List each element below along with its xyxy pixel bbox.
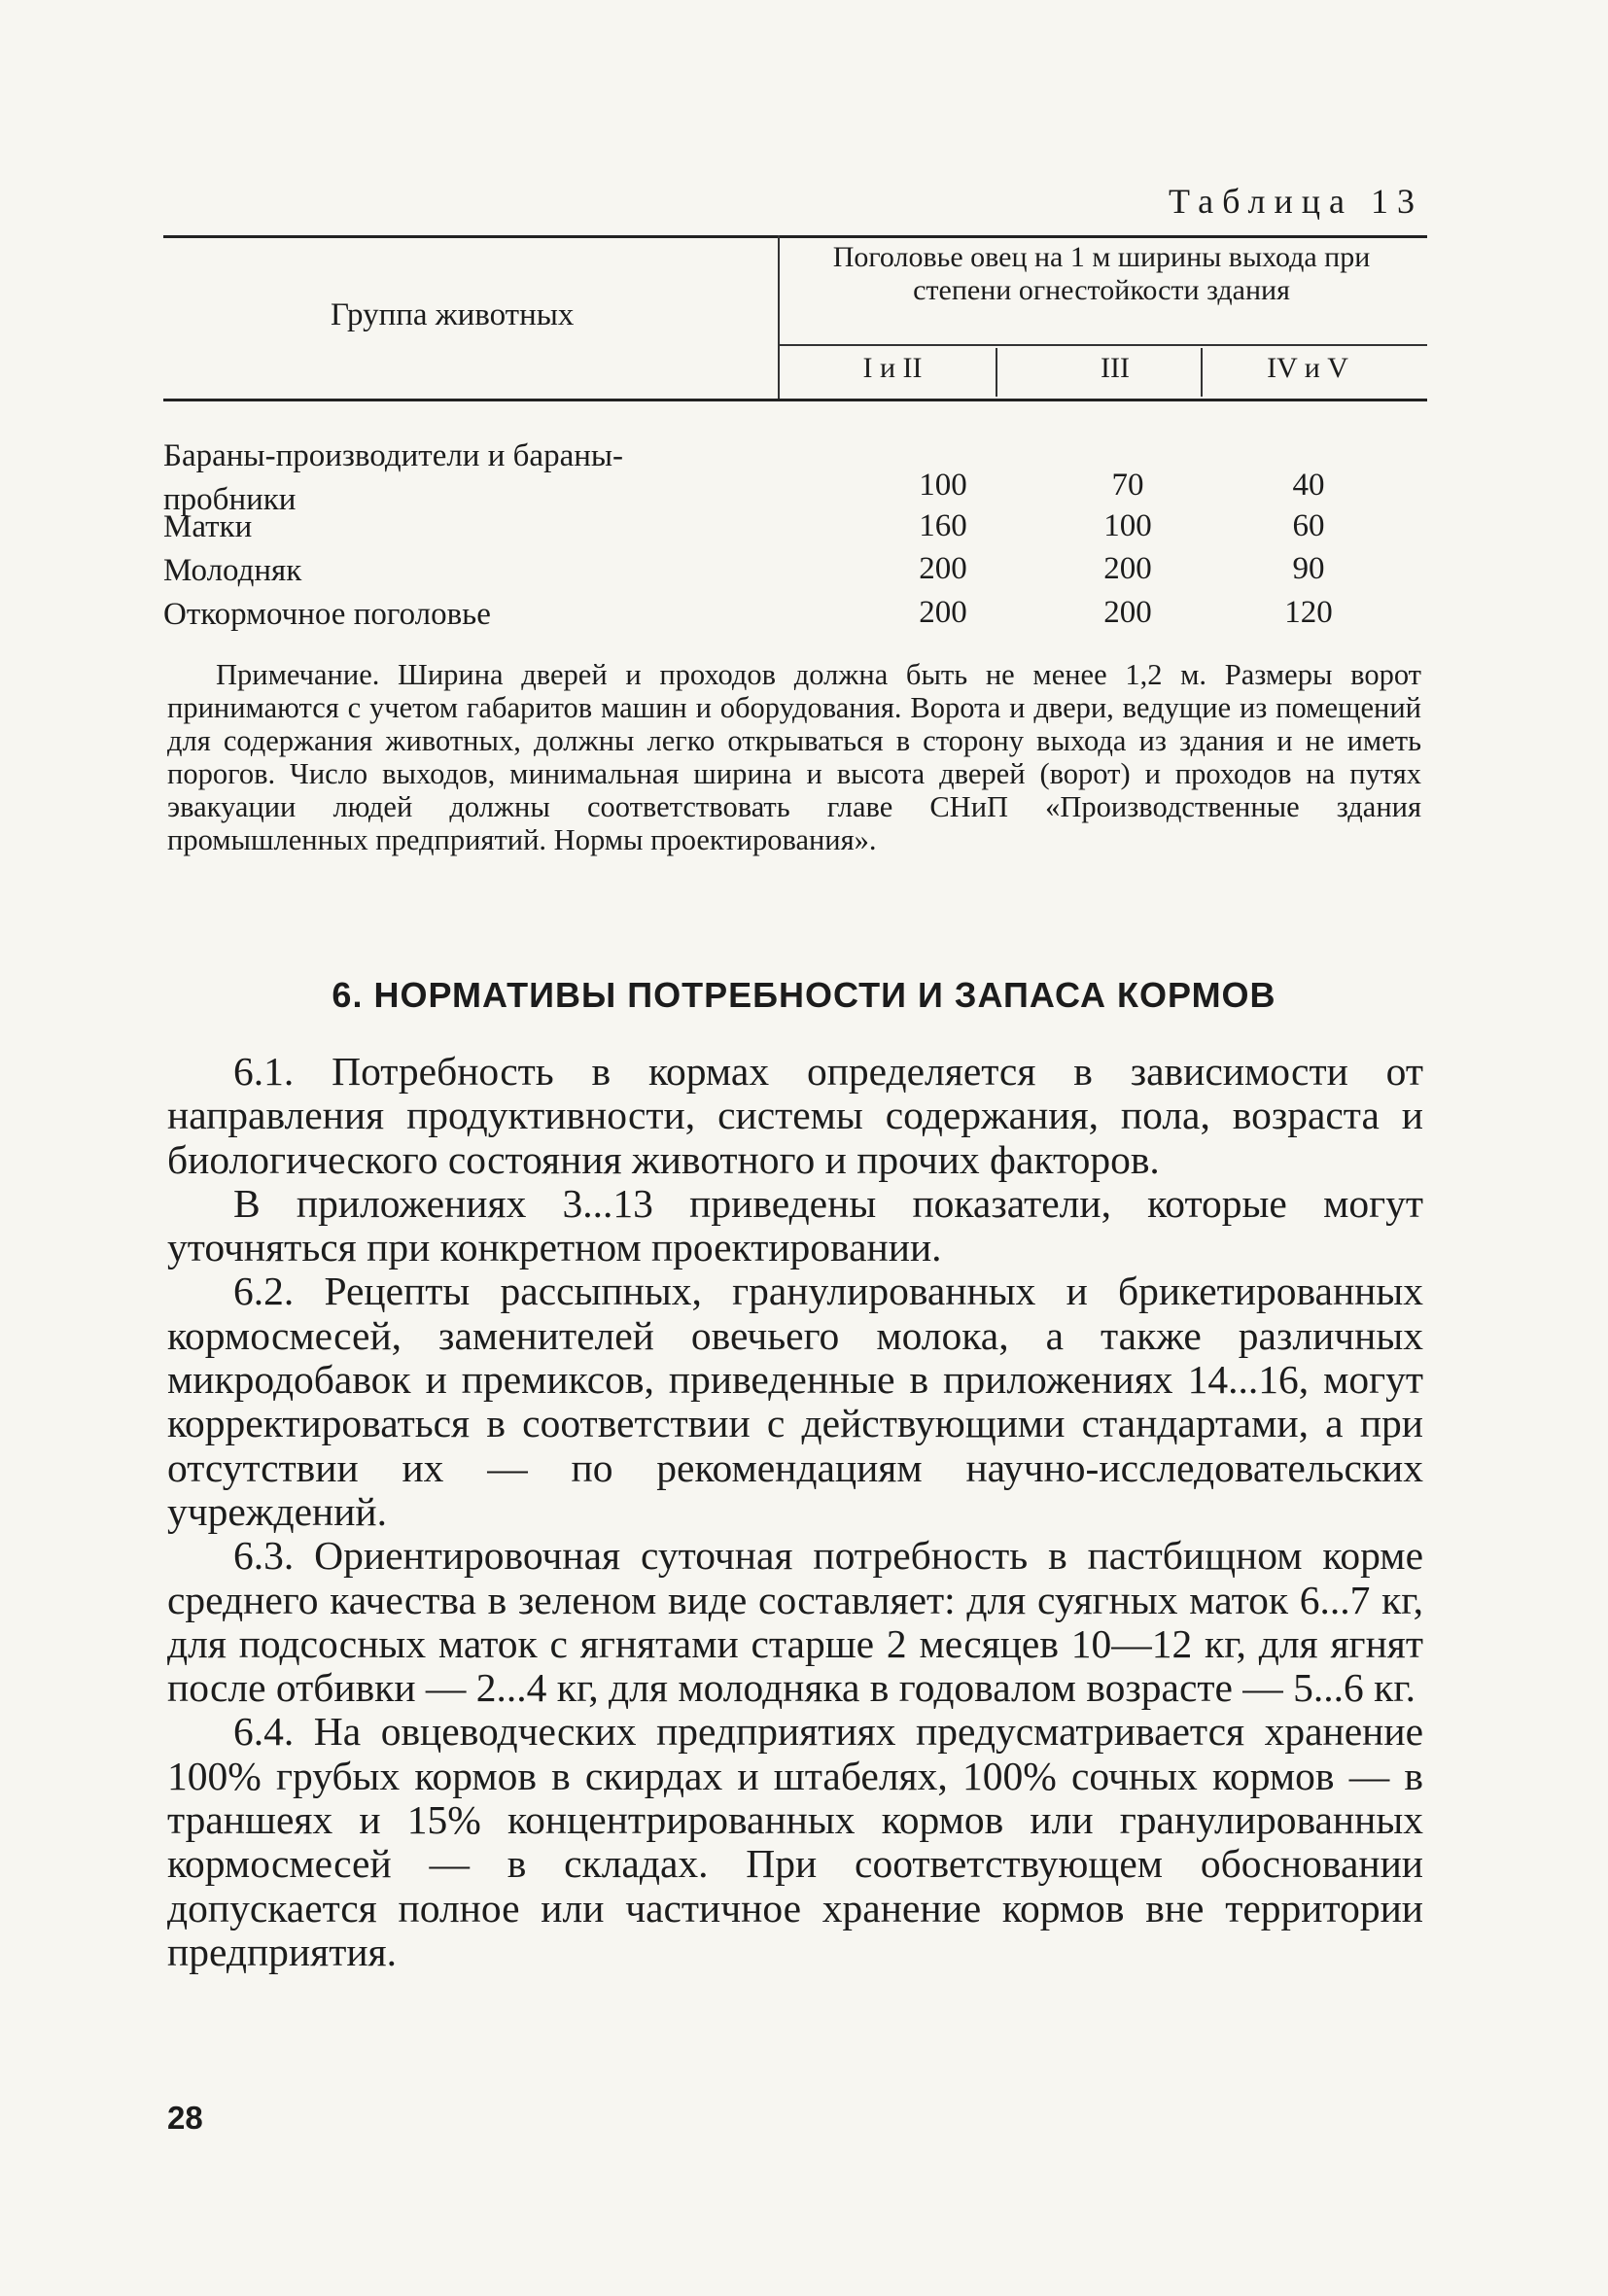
table-cell: 160 [919,508,967,543]
table-cell: 100 [919,468,967,503]
table-cell: 40 [1292,468,1325,503]
table-subheader-divider-1 [996,348,997,397]
table-cell: 120 [1284,595,1333,630]
section-body [167,1050,1423,1974]
table-caption: Таблица 13 [1169,182,1423,221]
table-note-text: Примечание. Ширина дверей и проходов должна быть не менее 1,2 м. Размеры ворот принимаются с учетом габаритов машин и оборудования. Ворота и двери, ведущие из помещений для содержания животных, должны легко открываться в сторону выхода из здания и не иметь порогов. Число выходов, минимальная ширина и высота дверей (ворот) и проходов на путях эвакуации людей должны соответствовать главе СНиП «Производственные здания промышленных предприятий. Нормы проектирования». [167,658,1421,856]
table-subheader-1: I и II [862,352,923,384]
table-note [167,658,1421,856]
table-cell: 200 [919,551,967,586]
table-subheader-divider-2 [1201,348,1203,397]
table-cell: 60 [1292,508,1325,543]
table-cell: 200 [1103,551,1152,586]
table-cell: 70 [1111,468,1144,503]
table-row-label: Молодняк [163,553,302,588]
table-subheader-3: IV и V [1267,352,1348,384]
table-cell: 200 [919,595,967,630]
table-header-bottom-rule [163,399,1427,401]
table-cell: 90 [1292,551,1325,586]
table-header-group: Группа животных [331,297,575,332]
table-cell: 100 [1103,508,1152,543]
paragraph: 6.1. Потребность в кормах определяется в зависимости от направления продуктивности, системы содержания, пола, возраста и биологического состояния животного и прочих факторов. [167,1049,1423,1182]
table-header-span: Поголовье овец на 1 м ширины выхода при степени огнестойкости здания [832,241,1371,306]
table-row-label: Откормочное поголовье [163,597,491,632]
paragraph: 6.4. На овцеводческих предприятиях предусматривается хранение 100% грубых кормов в скирдах и штабелях, 100% сочных кормов — в траншеях и 15% концентрированных кормов или гранулированных кормосмесей — в складах. При соответствующем обосновании допускается полное или частичное хранение кормов вне территории предприятия. [167,1709,1423,1974]
paragraph: 6.2. Рецепты рассыпных, гранулированных и брикетированных кормосмесей, заменителей овечьего молока, а также различных микродобавок и премиксов, приведенные в приложениях 14...16, могут корректироваться в соответствии с действующими стандартами, а при отсутствии их — по рекомендациям научно-исследовательских учреждений. [167,1269,1423,1534]
table-subheader-rule [778,344,1427,346]
table-row-label: Бараны-производители и бараны-пробники [163,438,624,517]
table-cell: 200 [1103,595,1152,630]
paragraph: 6.3. Ориентировочная суточная потребность в пастбищном корме среднего качества в зеленом виде составляет: для суягных маток 6...7 кг, для подсосных маток с ягнятами старше 2 месяцев 10—12 кг, для ягнят после отбивки — 2...4 кг, для молодняка в годовалом возрасте — 5...6 кг. [167,1533,1423,1711]
paragraph: В приложениях 3...13 приведены показатели, которые могут уточняться при конкретном проектировании. [167,1180,1423,1270]
table-row-label: Матки [163,509,253,544]
page-number: 28 [167,2100,203,2136]
table-top-rule [163,235,1427,238]
table-column-divider [778,235,780,399]
section-heading: 6. НОРМАТИВЫ ПОТРЕБНОСТИ И ЗАПАСА КОРМОВ [332,975,1276,1015]
table-subheader-2: III [1101,352,1130,384]
